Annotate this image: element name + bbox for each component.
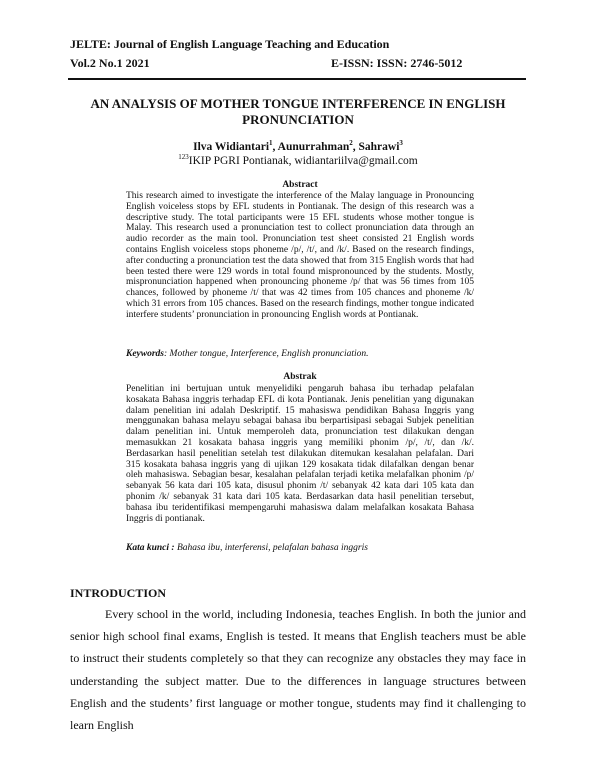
author-sup: 1 [269, 139, 273, 147]
introduction-text: Every school in the world, including Indonesia, teaches English. In both the junior and senior high school final exams, English is tested. It means that English teachers must be able to instruct their students completely so that they can recognize any obstacles they may face in understanding the subject matter. Due to the differences in language structures between English and the students’ first language or mother tongue, students may find it challenging to learn English [70, 607, 526, 733]
author-name: Aunurrahman [277, 140, 350, 153]
affiliation-sup: 123 [178, 153, 189, 161]
abstract-keywords [126, 349, 474, 359]
volume-info: Vol.2 No.1 2021 [70, 56, 150, 70]
abstrak-heading: Abstrak [283, 372, 317, 382]
abstrak-text: Penelitian ini bertujuan untuk menyelidiki pengaruh bahasa ibu terhadap pelafalan kosakata Bahasa inggris terhadap EFL di kota Pontianak. Jenis penelitian yang digunakan dalam penelitian ini adalah Deskriptif. 15 mahasiswa pendidikan Bahasa Inggris yang menggunakan bahasa melayu sebagai bahasa ibu berpartisipasi sebagai Subjek penelitian dalam penelitian ini. Untuk memperoleh data, pronunciation test dilakukan dengan memasukkan 21 kosakata bahasa inggris yang memiliki phonim /p/, /t/, dan /k/. Berdasarkan hasil penelitian setelah test dilakukan ditemukan kesalahan pelafalan. Dari 315 kosakata bahasa inggris yang di ujikan 129 kosakata tidak dilafalkan dengan benar oleh mahasiswa. Sebagian besar, kesalahan pelafalan terjadi ketika melafalkan phonim /p/ sebanyak 56 kata dari 105 kata, disusul phonim /t/ sebanyak 42 kata dari 105 kata dan phonim /k/ sebanyak 31 kata dari 105 kata. Berdasarkan data hasil penelitian tersebut, bahasa ibu teridentifikasi mempengaruhi mahasiswa dalam melafalkan kosakata Bahasa Inggris di pontianak. [126, 384, 474, 524]
kata-kunci-label: Kata kunci : [126, 543, 175, 553]
issn-info: E-ISSN: ISSN: 2746-5012 [331, 56, 463, 70]
journal-name: JELTE: Journal of English Language Teaching and Education [70, 37, 390, 51]
keywords-label: Keywords [126, 349, 164, 359]
author-sup: 2 [349, 139, 353, 147]
kata-kunci-value: Bahasa ibu, interferensi, pelafalan bahasa inggris [174, 543, 368, 553]
affiliation-text: IKIP PGRI Pontianak, widiantariilva@gmail.com [188, 154, 418, 167]
author-sup: 3 [399, 139, 403, 147]
author-name: Sahrawi [358, 140, 400, 153]
keywords-value: : Mother tongue, Interference, English pronunciation. [164, 349, 369, 359]
affiliation [70, 153, 526, 167]
author-name: Ilva Widiantari [193, 140, 270, 153]
introduction-heading: INTRODUCTION [70, 586, 167, 600]
abstract-heading: Abstract [282, 180, 318, 190]
abstract-text: This research aimed to investigate the interference of the Malay language in Pronouncing English voiceless stops by EFL students in Pontianak. The design of this research was a descriptive study. The total participants were 15 EFL students whose mother tongue is Malay. This research used a pronunciation test to collect pronunciation data through an audio recorder as the main tool. Pronunciation test sheet consisted 21 English words contains English voiceless stops phoneme /p/, /t/, and /k/. Based on the research findings, after conducting a pronunciation test the data showed that from 315 English words that had been tested there were 129 words in total found mispronounced by the students. Mostly, mispronunciation happened when pronouncing phoneme /p/ that was 56 times from 105 chances, followed by phoneme /t/ that was 42 times from 105 chances and phoneme /k/ which 31 errors from 105 chances. Based on the research findings, mother tongue indicated interfere students’ pronunciation in pronouncing English words at Pontianak. [126, 191, 474, 320]
author-list: Ilva Widiantari$^1$, Aunurrahman$^2$, Sahrawi$^3$ [193, 139, 403, 153]
paper-title: AN ANALYSIS OF MOTHER TONGUE INTERFERENCE IN ENGLISH PRONUNCIATION [90, 96, 506, 127]
abstrak-keywords [126, 543, 474, 553]
header-rule [68, 78, 526, 80]
